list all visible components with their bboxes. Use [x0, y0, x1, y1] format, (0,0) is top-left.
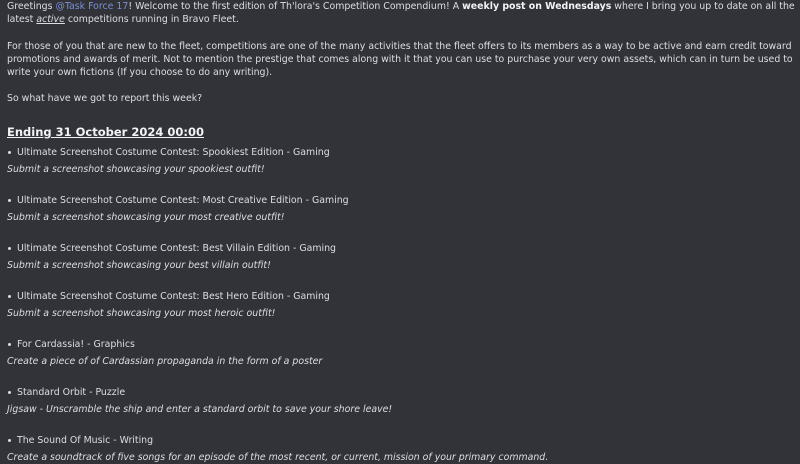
competition-description: Submit a screenshot showcasing your spookiest outfit! [7, 164, 265, 175]
intro-text-3: competitions running in Bravo Fleet. [64, 14, 239, 25]
competition-title: Ultimate Screenshot Costume Contest: Best Hero Edition - Gaming [17, 291, 330, 302]
competition-description: Create a piece of of Cardassian propaganda in the form of a poster [7, 356, 323, 367]
list-item [7, 242, 795, 272]
bullet-icon [8, 151, 11, 154]
role-mention[interactable]: @Task Force 17 [55, 1, 129, 12]
competition-description: Submit a screenshot showcasing your best villain outfit! [7, 260, 271, 271]
competition-description: Submit a screenshot showcasing your most creative outfit! [7, 212, 285, 223]
list-item [7, 434, 795, 464]
list-item-title-line [7, 386, 795, 399]
competition-list [7, 146, 795, 464]
competition-description: Jigsaw - Unscramble the ship and enter a standard orbit to save your shore leave! [7, 404, 393, 415]
greeting-text: Greetings [7, 1, 56, 12]
list-item [7, 338, 795, 368]
competition-title: Ultimate Screenshot Costume Contest: Most Creative Edition - Gaming [17, 195, 349, 206]
list-item-title-line [7, 290, 795, 303]
bullet-icon [8, 343, 11, 346]
report-question-paragraph: So what have we got to report this week? [7, 93, 203, 104]
bullet-icon [8, 199, 11, 202]
list-item-title-line [7, 146, 795, 159]
intro-paragraph [7, 0, 795, 26]
bullet-icon [8, 295, 11, 298]
competition-title: For Cardassia! - Graphics [17, 339, 135, 350]
competition-title: The Sound Of Music - Writing [17, 435, 154, 446]
ending-heading: Ending 31 October 2024 00:00 [7, 125, 204, 139]
list-item-title-line [7, 242, 795, 255]
list-item-title-line [7, 194, 795, 207]
fleet-info-paragraph: For those of you that are new to the fleet, competitions are one of the many activities that the fleet offers to its members as a way to be active and earn credit toward promotions and awards of merit. Not to mention the prestige that comes along with it that you can use to purchase your very own assets, which can in turn be used to write your own fictions (If you choose to do any writing). [7, 41, 793, 78]
intro-emphasis-text: active [36, 14, 65, 25]
competition-description: Create a soundtrack of five songs for an episode of the most recent, or current, mission of your primary command. [7, 452, 549, 463]
competition-title: Standard Orbit - Puzzle [17, 387, 126, 398]
list-item-title-line [7, 434, 795, 447]
competition-title: Ultimate Screenshot Costume Contest: Spookiest Edition - Gaming [17, 147, 330, 158]
bullet-icon [8, 439, 11, 442]
competition-title: Ultimate Screenshot Costume Contest: Best Villain Edition - Gaming [17, 243, 336, 254]
intro-text-1: ! Welcome to the first edition of Th'lora's Competition Compendium! A [128, 1, 463, 12]
list-item [7, 146, 795, 176]
list-item [7, 386, 795, 416]
list-item-title-line [7, 338, 795, 351]
bullet-icon [8, 391, 11, 394]
intro-bold-text: weekly post on Wednesdays [462, 1, 612, 12]
list-item [7, 194, 795, 224]
bullet-icon [8, 247, 11, 250]
list-item [7, 290, 795, 320]
competition-description: Submit a screenshot showcasing your most heroic outfit! [7, 308, 276, 319]
message-content [7, 0, 795, 464]
intro-text-2: where I bring you up to date on all the latest [7, 1, 795, 25]
